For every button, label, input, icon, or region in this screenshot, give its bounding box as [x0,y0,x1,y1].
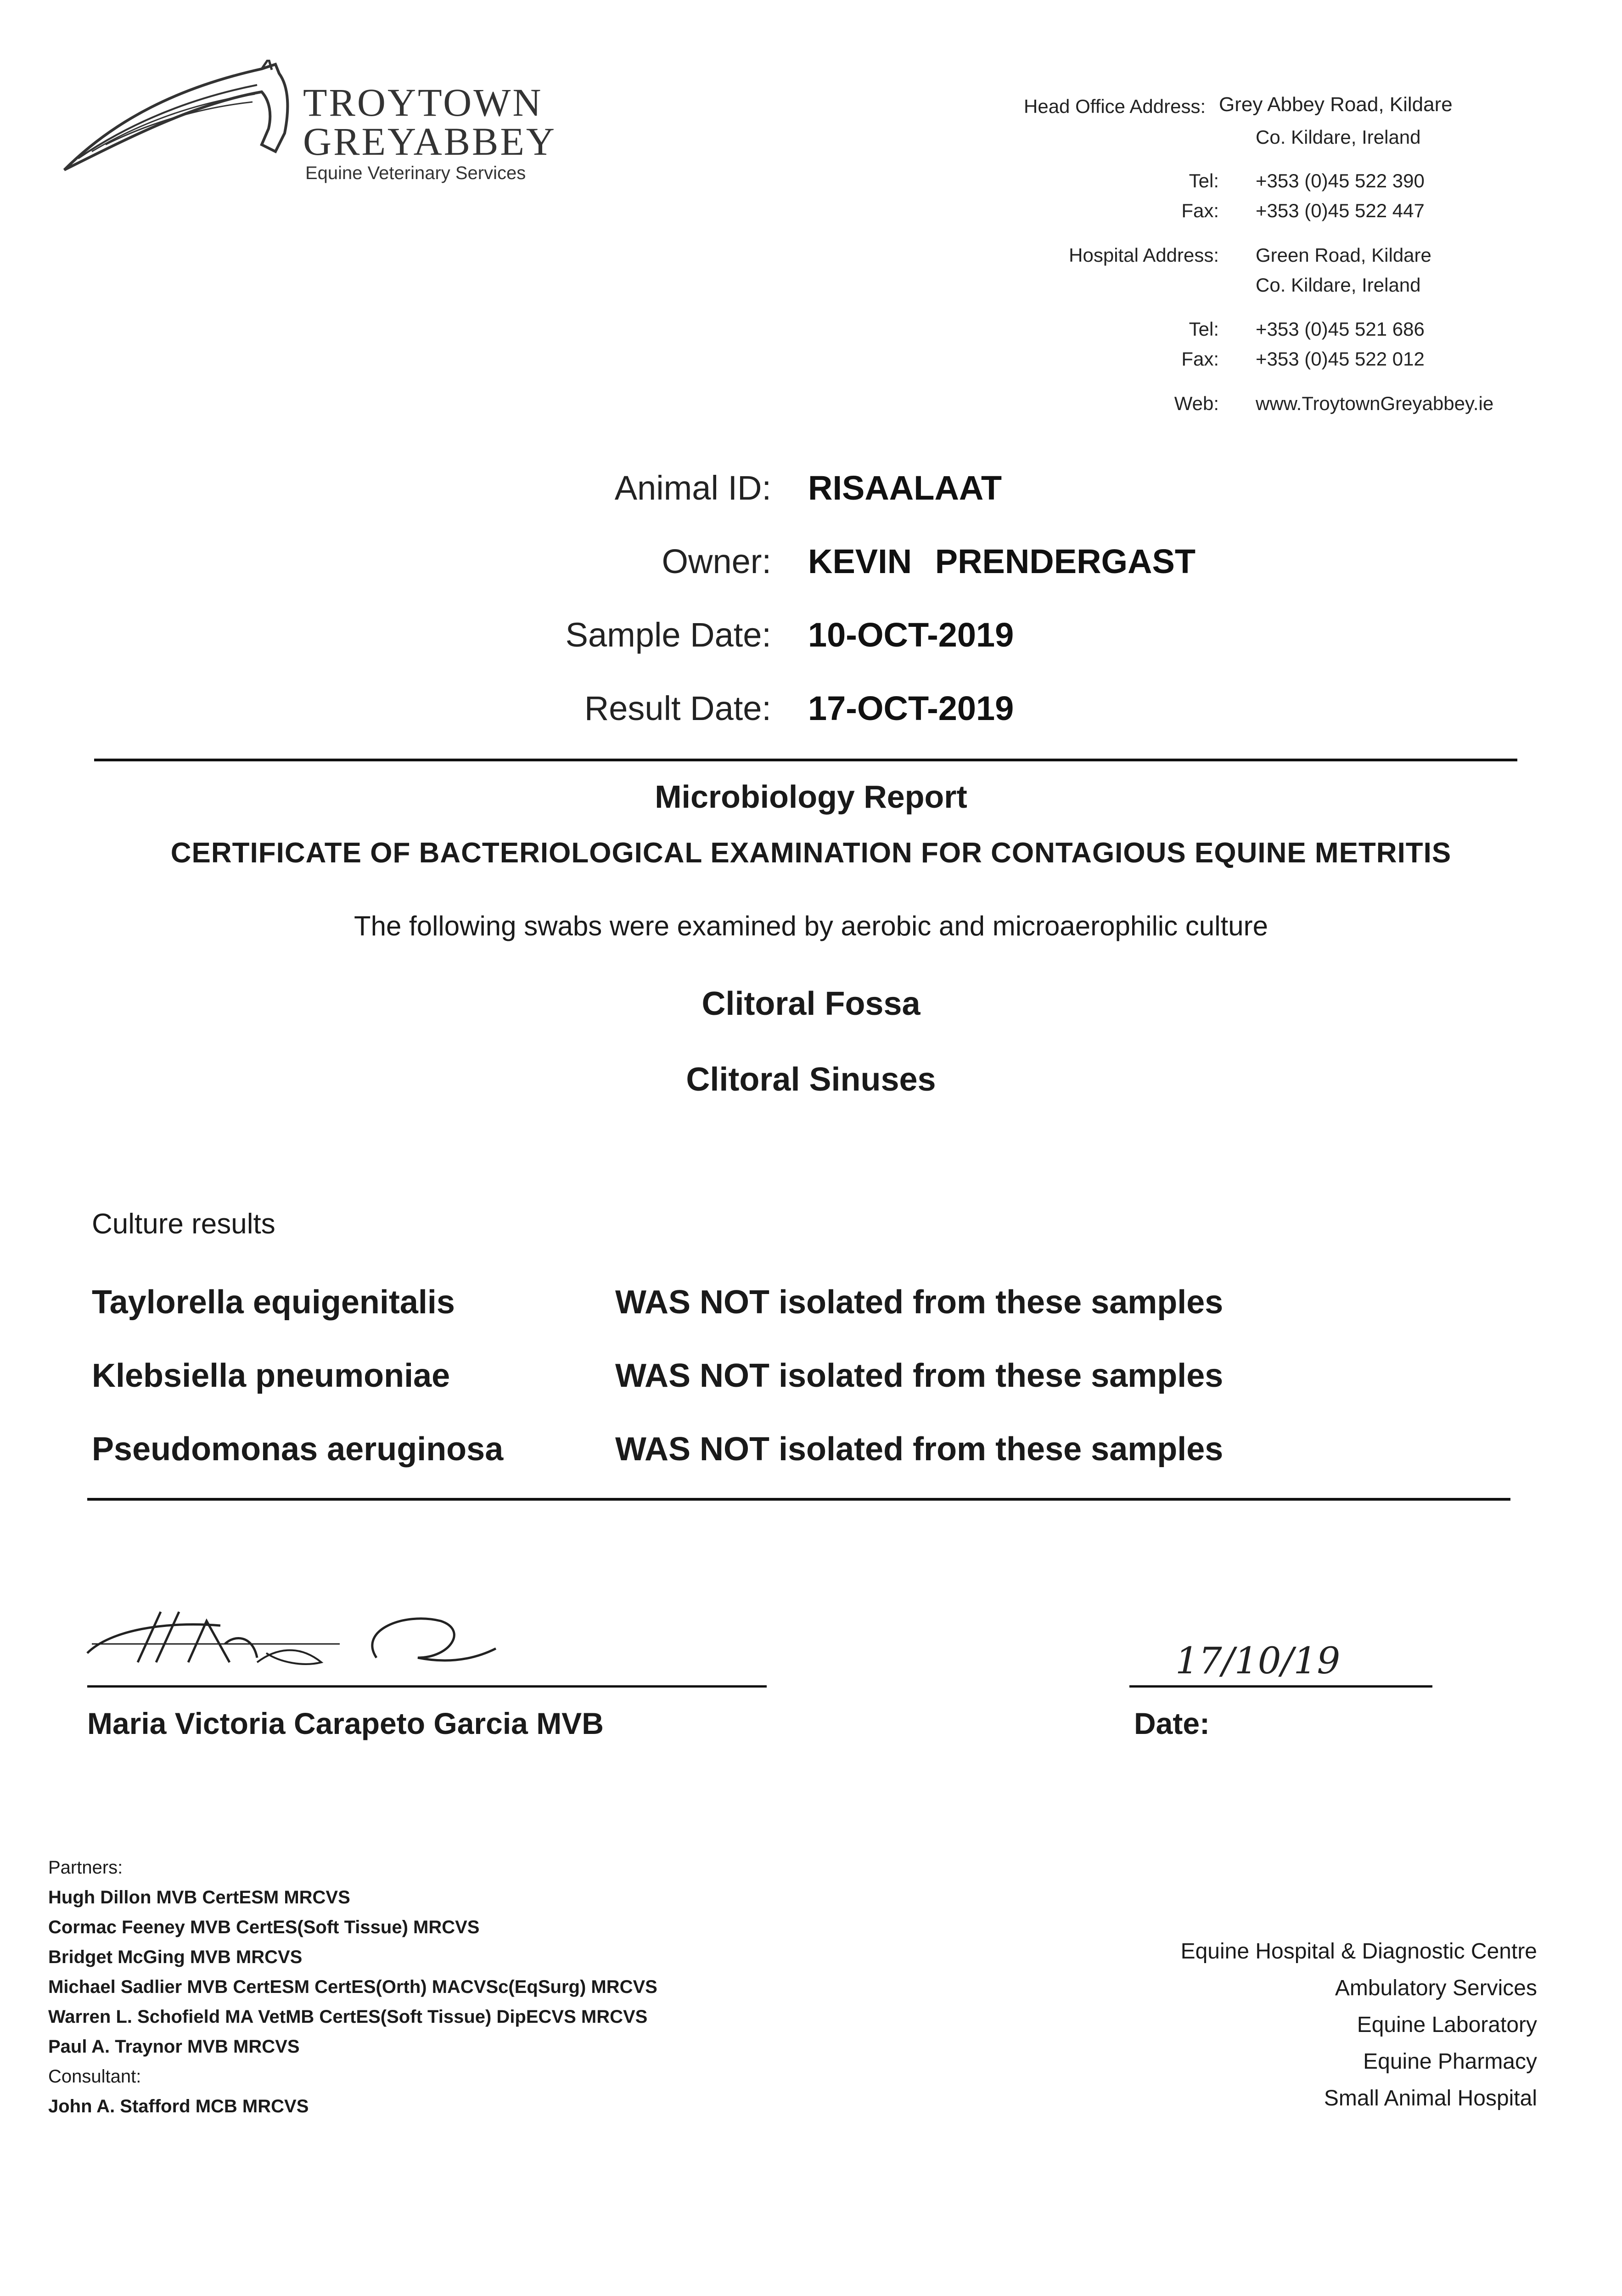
service-2: Ambulatory Services [1335,1976,1537,2000]
logo-tagline: Equine Veterinary Services [305,163,526,183]
service-5: Small Animal Hospital [1324,2086,1537,2110]
consultant-name: John A. Stafford MCB MRCVS [48,2096,309,2116]
partners-label: Partners: [48,1857,123,1878]
partner-4: Michael Sadlier MVB CertESM CertES(Orth) MACVSc(EqSurg) MRCVS [48,1977,657,1997]
consultant-label: Consultant: [48,2066,141,2087]
report-title: Microbiology Report [655,779,967,815]
head-fax-label: Fax: [1181,200,1219,221]
horse-head-logo-icon [60,60,298,179]
partner-1: Hugh Dillon MVB CertESM MRCVS [48,1887,350,1908]
service-3: Equine Laboratory [1357,2013,1537,2037]
result-3: WAS NOT isolated from these samples [615,1431,1224,1468]
organism-2: Klebsiella pneumoniae [92,1357,450,1394]
result-2: WAS NOT isolated from these samples [615,1357,1224,1394]
result-date-value: 17-OCT-2019 [808,689,1014,727]
sample-date-label: Sample Date: [565,616,771,654]
web-link[interactable]: www.TroytownGreyabbey.ie [1256,393,1494,414]
sample-site-2: Clitoral Sinuses [686,1061,936,1098]
top-divider [94,759,1517,761]
partners-list [48,1853,657,2122]
signatory-name: Maria Victoria Carapeto Garcia MVB [87,1706,604,1740]
organism-3: Pseudomonas aeruginosa [92,1431,504,1468]
hospital-fax: +353 (0)45 522 012 [1256,348,1425,370]
service-1: Equine Hospital & Diagnostic Centre [1180,1939,1537,1964]
result-date-label: Result Date: [584,689,771,727]
web-label: Web: [1174,393,1219,414]
result-1: WAS NOT isolated from these samples [615,1284,1224,1321]
handwritten-date: 17/10/19 [1175,1639,1341,1682]
logo-line-1: TROYTOWN [303,80,543,124]
head-office-label: Head Office Address: [1024,96,1206,117]
service-4: Equine Pharmacy [1363,2049,1537,2074]
services-list [1181,1933,1537,2117]
partner-6: Paul A. Traynor MVB MRCVS [48,2037,300,2057]
organism-1: Taylorella equigenitalis [92,1284,455,1321]
logo [60,60,565,197]
signature-line [87,1685,767,1688]
head-office-line-1: Grey Abbey Road, Kildare [1219,93,1453,116]
certificate-title: CERTIFICATE OF BACTERIOLOGICAL EXAMINATION FOR CONTAGIOUS EQUINE METRITIS [170,837,1452,869]
logo-line-2: GREYABBEY [303,119,557,163]
animal-id-label: Animal ID: [614,469,771,507]
bottom-divider [87,1498,1510,1501]
partner-3: Bridget McGing MVB MRCVS [48,1947,303,1967]
signature-scribble [83,1593,505,1694]
head-fax: +353 (0)45 522 447 [1256,200,1425,221]
partner-2: Cormac Feeney MVB CertES(Soft Tissue) MRCVS [48,1917,480,1937]
hospital-line-2: Co. Kildare, Ireland [1256,274,1421,296]
hospital-fax-label: Fax: [1181,348,1219,370]
owner-label: Owner: [662,542,771,580]
sample-site-1: Clitoral Fossa [702,985,920,1022]
head-tel-label: Tel: [1189,170,1219,191]
hospital-tel-label: Tel: [1189,318,1219,340]
hospital-address-label: Hospital Address: [1069,244,1219,266]
head-office-line-2: Co. Kildare, Ireland [1256,126,1421,148]
hospital-tel: +353 (0)45 521 686 [1256,318,1425,340]
culture-results-label: Culture results [92,1208,275,1240]
date-line [1129,1685,1432,1688]
sample-date-value: 10-OCT-2019 [808,616,1014,654]
hospital-line-1: Green Road, Kildare [1256,244,1431,266]
animal-id-value: RISAALAAT [808,469,1002,507]
head-tel: +353 (0)45 522 390 [1256,170,1425,191]
method-description: The following swabs were examined by aerobic and microaerophilic culture [354,911,1268,941]
owner-value: KEVIN PRENDERGAST [808,542,1196,580]
partner-5: Warren L. Schofield MA VetMB CertES(Soft Tissue) DipECVS MRCVS [48,2007,648,2027]
date-label: Date: [1134,1706,1210,1740]
